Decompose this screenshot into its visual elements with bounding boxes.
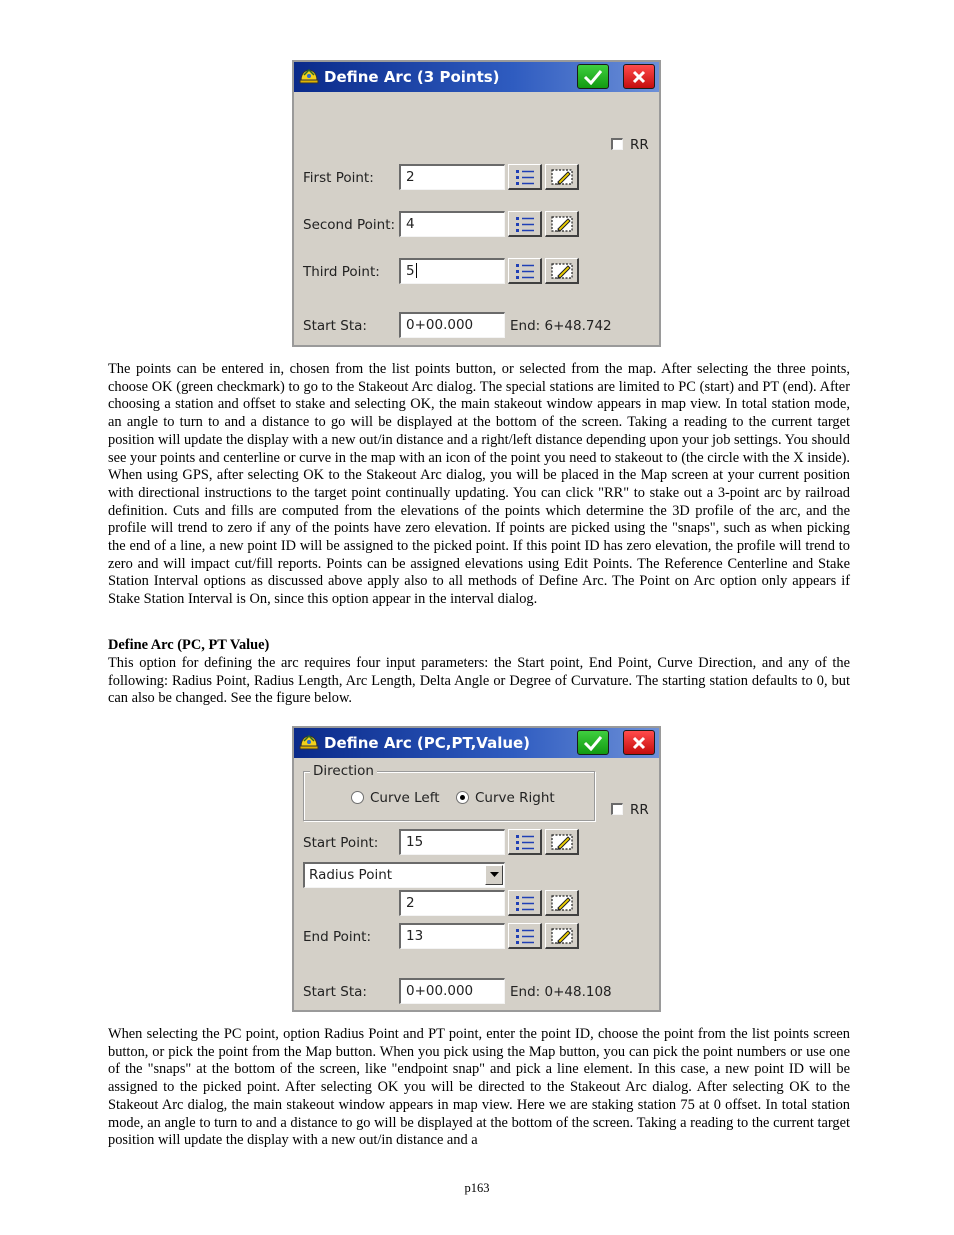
ok-button[interactable]: [577, 730, 609, 755]
map-pick-icon: [550, 168, 574, 186]
end-point-label: End Point:: [303, 929, 372, 945]
radius-point-list-button[interactable]: [508, 890, 542, 916]
body-paragraph-3: [108, 1026, 850, 1150]
first-point-list-button[interactable]: [508, 164, 542, 190]
map-pick-icon: [550, 262, 574, 280]
app-helmet-icon: [298, 66, 320, 88]
body-paragraph-1: [108, 361, 850, 609]
list-points-icon: [514, 262, 536, 280]
radio-selected-dot: [460, 795, 465, 800]
end-point-input[interactable]: 13: [399, 923, 505, 949]
checkmark-icon: [583, 735, 603, 751]
list-points-icon: [514, 168, 536, 186]
app-helmet-icon: [298, 732, 320, 754]
map-pick-icon: [550, 215, 574, 233]
start-point-map-button[interactable]: [545, 829, 579, 855]
start-sta-label: Start Sta:: [303, 318, 367, 334]
cancel-button[interactable]: [623, 730, 655, 755]
second-point-list-button[interactable]: [508, 211, 542, 237]
start-sta-label: Start Sta:: [303, 984, 367, 1000]
dialog-title: Define Arc (3 Points): [324, 68, 500, 86]
section-heading: Define Arc (PC, PT Value): [108, 637, 270, 653]
third-point-list-button[interactable]: [508, 258, 542, 284]
dialog-title-bar: [294, 62, 659, 92]
curve-right-label[interactable]: Curve Right: [475, 790, 555, 806]
list-points-icon: [514, 833, 536, 851]
curve-right-radio[interactable]: [456, 791, 469, 804]
second-point-input[interactable]: 4: [399, 211, 505, 237]
list-points-icon: [514, 927, 536, 945]
rr-checkbox[interactable]: [611, 138, 623, 150]
third-point-map-button[interactable]: [545, 258, 579, 284]
radius-point-input[interactable]: 2: [399, 890, 505, 916]
curve-left-radio[interactable]: [351, 791, 364, 804]
rr-label: RR: [630, 137, 649, 153]
cancel-button[interactable]: [623, 64, 655, 89]
dropdown-arrow-button[interactable]: [485, 865, 503, 885]
third-point-input[interactable]: [399, 258, 505, 284]
paragraph-text: The points can be entered in, chosen from the list points button, or selected from the map. After selecting the three points, choose OK (green checkmark) to go to the Stakeout Arc dialog. The special stations are limited to PC (start) and PT (end). After choosing a station and offset to stake and selecting OK, the main stakeout window appears in map view. In total station mode, an angle to turn to and a distance to go will be displayed at the bottom of the screen. Taking a reading to the current target position will update the display with a new out/in distance and a right/left distance depending upon your job settings. You should see your points and centerline or curve in the map with an icon of the point you need to stakeout to (the circle with the X inside). When using GPS, after selecting OK to the Stakeout Arc dialog, you will be placed in the Map screen at your current position with directional instructions to the target point continually updating. You can click "RR" to stake out a 3-point arc by railroad definition. Cuts and fills are computed from the elevations of the points which determine the 3D profile of the arc, and the profile will trend to zero if any of the points have zero elevation. If points are picked using the "snaps", such as when picking the end of a line, a new point ID will be assigned to the picked point. If this point ID has zero elevation, the profile will trend to zero and will impact cut/fill reports. Points can be assigned elevations using Edit Points. The Reference Centerline and Stake Station Interval options as discussed above apply also to all methods of Define Arc. The Point on Arc option only appears if Stake Station Interval is On, since this option appear in the interval dialog.: [108, 361, 850, 608]
define-arc-3-points-dialog: [292, 60, 661, 347]
page-number: p163: [464, 1181, 490, 1195]
radius-point-map-button[interactable]: [545, 890, 579, 916]
end-point-map-button[interactable]: [545, 923, 579, 949]
third-point-value: 5: [406, 263, 415, 279]
map-pick-icon: [550, 833, 574, 851]
paragraph-text: This option for defining the arc requires four input parameters: the Start point, End Point, Curve Direction, and any of the following: Radius Point, Radius Length, Arc Length, Delta Angle or Degree of Curvature. The starting station defaults to 0, but can also be changed. See the figure below.: [108, 655, 850, 707]
value-type-dropdown[interactable]: [303, 862, 505, 888]
start-point-label: Start Point:: [303, 835, 379, 851]
ok-button[interactable]: [577, 64, 609, 89]
list-points-icon: [514, 894, 536, 912]
second-point-label: Second Point:: [303, 217, 396, 233]
start-point-list-button[interactable]: [508, 829, 542, 855]
checkmark-icon: [583, 69, 603, 85]
map-pick-icon: [550, 894, 574, 912]
end-station-readout: End: 0+48.108: [510, 984, 612, 1000]
paragraph-text: When selecting the PC point, option Radius Point and PT point, enter the point ID, choose the point from the list points screen button, or pick the point from the Map button. When you pick using the Map button, you can pick the point numbers or use one of the "snaps" at the bottom of the screen, like "endpoint snap" and pick a line element. In this case, a new point ID will be assigned to the picked point. After selecting OK you will be directed to the Stakeout Arc dialog. After selecting OK to the Stakeout Arc dialog, the main stakeout window appears in map view. Here we are staking station 75 at 0 offset. In total station mode, an angle to turn to and a distance to go will be displayed at the bottom of the screen. Taking a reading to the current target position will update the display with a new out/in distance and a: [108, 1026, 850, 1149]
end-point-list-button[interactable]: [508, 923, 542, 949]
map-pick-icon: [550, 927, 574, 945]
third-point-label: Third Point:: [303, 264, 380, 280]
first-point-label: First Point:: [303, 170, 374, 186]
end-station-readout: End: 6+48.742: [510, 318, 612, 334]
second-point-map-button[interactable]: [545, 211, 579, 237]
close-icon: [631, 69, 647, 85]
rr-label: RR: [630, 802, 649, 818]
value-type-selected: Radius Point: [309, 867, 393, 883]
start-sta-input[interactable]: 0+00.000: [399, 312, 505, 338]
first-point-map-button[interactable]: [545, 164, 579, 190]
start-sta-input[interactable]: 0+00.000: [399, 978, 505, 1004]
direction-group-label: Direction: [310, 763, 377, 779]
chevron-down-icon: [490, 872, 499, 878]
body-paragraph-2: [108, 655, 850, 708]
define-arc-pc-pt-value-dialog: [292, 726, 661, 1012]
text-cursor: [416, 263, 417, 278]
close-icon: [631, 735, 647, 751]
curve-left-label[interactable]: Curve Left: [370, 790, 440, 806]
start-point-input[interactable]: 15: [399, 829, 505, 855]
first-point-input[interactable]: 2: [399, 164, 505, 190]
rr-checkbox[interactable]: [611, 803, 623, 815]
dialog-title-bar: [294, 728, 659, 758]
dialog-title: Define Arc (PC,PT,Value): [324, 734, 531, 752]
list-points-icon: [514, 215, 536, 233]
